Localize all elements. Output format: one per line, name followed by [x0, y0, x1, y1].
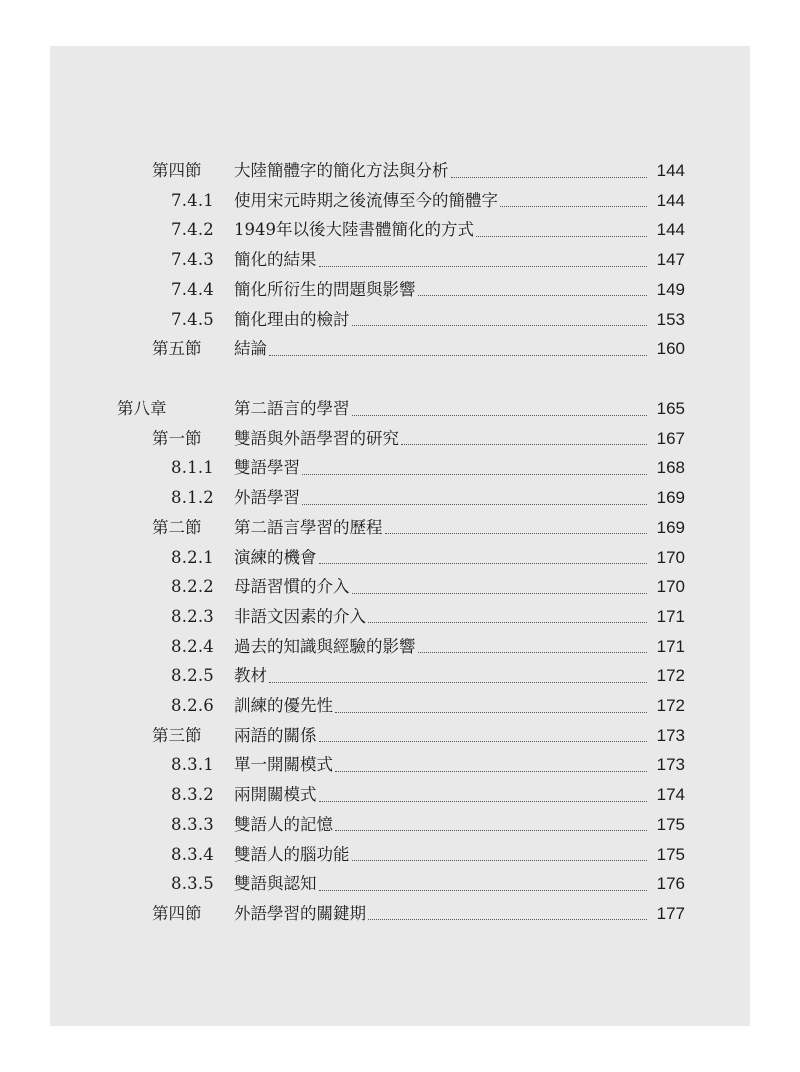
table-of-contents	[50, 46, 750, 1026]
toc-entry-title: 雙語與認知	[234, 874, 317, 894]
toc-entry-leader	[234, 335, 649, 363]
toc-entry-number: 8.3.5	[171, 874, 214, 894]
toc-entry-number: 8.2.1	[171, 547, 214, 567]
dot-leader	[319, 563, 648, 564]
toc-entry-number: 8.3.3	[171, 814, 214, 834]
toc-entry-leader	[234, 692, 649, 720]
toc-entry-leader	[234, 811, 649, 839]
toc-entry-number: 7.4.1	[171, 190, 214, 210]
toc-entry-title: 演練的機會	[234, 547, 317, 567]
toc-entry-title: 教材	[234, 666, 267, 686]
toc-entry-number: 7.4.5	[171, 309, 214, 329]
toc-entry-leader	[234, 216, 649, 244]
toc-entry-leader	[234, 722, 649, 750]
dot-leader	[302, 504, 647, 505]
toc-entry-number: 8.2.3	[171, 606, 214, 626]
toc-entry-title: 訓練的優先性	[234, 696, 333, 715]
toc-entry[interactable]	[50, 216, 750, 244]
toc-entry-number: 第八章	[117, 399, 167, 418]
toc-entry-page-number: 174	[656, 785, 685, 805]
dot-leader	[368, 919, 647, 920]
toc-entry[interactable]	[50, 811, 750, 839]
toc-entry-number: 7.4.2	[171, 220, 214, 240]
toc-entry-page-number: 147	[656, 250, 685, 270]
dot-leader	[352, 415, 648, 416]
toc-entry[interactable]	[50, 306, 750, 334]
toc-entry-page-number: 175	[656, 814, 685, 834]
toc-entry-title: 第二語言學習的歷程	[234, 517, 383, 537]
toc-entry-leader	[234, 900, 649, 928]
toc-entry-page-number: 175	[656, 844, 685, 864]
toc-entry-title: 簡化理由的檢討	[234, 309, 350, 329]
toc-entry-leader	[234, 751, 649, 779]
toc-entry-number: 8.3.1	[171, 755, 214, 775]
dot-leader	[319, 890, 648, 891]
toc-entry[interactable]	[50, 692, 750, 720]
dot-leader	[476, 236, 647, 237]
toc-entry-page-number: 173	[656, 755, 685, 775]
toc-entry-number: 8.2.5	[171, 666, 214, 686]
toc-entry-leader	[234, 157, 649, 185]
toc-entry-page-number: 144	[656, 220, 685, 240]
toc-entry[interactable]	[50, 425, 750, 453]
toc-entry-number: 7.4.3	[171, 250, 214, 270]
toc-entry-number: 8.2.4	[171, 636, 214, 656]
toc-entry-title: 使用宋元時期之後流傳至今的簡體字	[234, 190, 498, 210]
toc-entry[interactable]	[50, 335, 750, 363]
toc-entry-number: 第四節	[152, 161, 202, 180]
toc-entry[interactable]	[50, 900, 750, 928]
toc-entry-page-number: 170	[656, 547, 685, 567]
dot-leader	[319, 801, 648, 802]
dot-leader	[319, 266, 648, 267]
toc-entry-number: 8.3.2	[171, 785, 214, 805]
toc-entry-number: 第五節	[152, 339, 202, 359]
toc-entry-number: 第三節	[152, 725, 202, 745]
toc-entry-page-number: 172	[656, 696, 685, 715]
toc-entry[interactable]	[50, 276, 750, 304]
toc-entry-leader	[234, 246, 649, 274]
toc-entry-title: 1949年以後大陸書體簡化的方式	[234, 220, 474, 240]
dot-leader	[335, 771, 647, 772]
toc-entry[interactable]	[50, 544, 750, 572]
toc-entry[interactable]	[50, 781, 750, 809]
toc-entry-number: 第一節	[152, 428, 202, 448]
dot-leader	[352, 860, 648, 861]
toc-entry[interactable]	[50, 187, 750, 215]
toc-entry[interactable]	[50, 751, 750, 779]
toc-entry-leader	[234, 306, 649, 334]
toc-entry-page-number: 165	[656, 399, 685, 418]
dot-leader	[368, 622, 647, 623]
dot-leader	[418, 295, 648, 296]
toc-entry-leader	[234, 514, 649, 542]
toc-entry-page-number: 144	[656, 190, 685, 210]
toc-entry[interactable]	[50, 246, 750, 274]
toc-entry-leader	[234, 633, 649, 661]
toc-entry[interactable]	[50, 722, 750, 750]
toc-entry-page-number: 176	[656, 874, 685, 894]
dot-leader	[418, 652, 648, 653]
toc-entry-page-number: 173	[656, 725, 685, 745]
toc-entry-title: 第二語言的學習	[234, 399, 350, 418]
dot-leader	[451, 177, 648, 178]
toc-entry-title: 雙語與外語學習的研究	[234, 428, 399, 448]
toc-entry-leader	[234, 454, 649, 482]
toc-entry[interactable]	[50, 841, 750, 869]
dot-leader	[385, 533, 648, 534]
toc-entry-page-number: 168	[656, 458, 685, 478]
toc-entry-leader	[234, 187, 649, 215]
book-page	[50, 46, 750, 1026]
toc-entry-title: 過去的知識與經驗的影響	[234, 636, 416, 656]
toc-entry-leader	[234, 544, 649, 572]
toc-entry-number: 8.1.2	[171, 488, 214, 508]
toc-entry-title: 雙語學習	[234, 458, 300, 478]
toc-entry-leader	[234, 573, 649, 601]
dot-leader	[500, 206, 647, 207]
dot-leader	[269, 682, 647, 683]
toc-entry-title: 單一開關模式	[234, 755, 333, 775]
toc-entry-leader	[234, 841, 649, 869]
toc-entry-page-number: 153	[656, 309, 685, 329]
toc-entry-page-number: 169	[656, 488, 685, 508]
toc-entry-page-number: 160	[656, 339, 685, 359]
toc-entry-leader	[234, 484, 649, 512]
toc-entry-page-number: 171	[656, 636, 685, 656]
dot-leader	[401, 444, 647, 445]
toc-entry-number: 7.4.4	[171, 279, 214, 299]
dot-leader	[335, 712, 647, 713]
toc-entry[interactable]	[50, 870, 750, 898]
toc-entry-title: 簡化所衍生的問題與影響	[234, 279, 416, 299]
toc-entry-title: 外語學習的關鍵期	[234, 903, 366, 923]
toc-entry-title: 大陸簡體字的簡化方法與分析	[234, 161, 449, 180]
toc-entry-number: 8.3.4	[171, 844, 214, 864]
toc-entry-page-number: 144	[656, 161, 685, 180]
toc-entry-number: 第二節	[152, 517, 202, 537]
toc-entry-number: 8.2.6	[171, 696, 214, 715]
toc-entry[interactable]	[50, 395, 750, 423]
toc-entry-title: 外語學習	[234, 488, 300, 508]
dot-leader	[352, 325, 648, 326]
dot-leader	[335, 830, 647, 831]
toc-entry-page-number: 149	[656, 279, 685, 299]
toc-entry-leader	[234, 395, 649, 423]
toc-entry-number: 第四節	[152, 903, 202, 923]
toc-entry-title: 雙語人的腦功能	[234, 844, 350, 864]
toc-entry-leader	[234, 781, 649, 809]
toc-entry-leader	[234, 870, 649, 898]
toc-entry[interactable]	[50, 573, 750, 601]
toc-entry-page-number: 170	[656, 577, 685, 597]
toc-entry-title: 非語文因素的介入	[234, 606, 366, 626]
dot-leader	[269, 355, 647, 356]
toc-entry-title: 母語習慣的介入	[234, 577, 350, 597]
toc-entry-leader	[234, 603, 649, 631]
toc-entry[interactable]	[50, 454, 750, 482]
toc-entry-page-number: 167	[656, 428, 685, 448]
toc-entry-title: 兩開關模式	[234, 785, 317, 805]
toc-entry-title: 雙語人的記憶	[234, 814, 333, 834]
toc-entry-page-number: 171	[656, 606, 685, 626]
toc-entry-page-number: 177	[656, 903, 685, 923]
toc-entry-title: 兩語的關係	[234, 725, 317, 745]
toc-entry[interactable]	[50, 603, 750, 631]
toc-entry-page-number: 169	[656, 517, 685, 537]
toc-entry-number: 8.1.1	[171, 458, 214, 478]
toc-entry[interactable]	[50, 157, 750, 185]
toc-entry[interactable]	[50, 662, 750, 690]
toc-entry[interactable]	[50, 484, 750, 512]
toc-entry-number: 8.2.2	[171, 577, 214, 597]
toc-entry-leader	[234, 276, 649, 304]
dot-leader	[319, 741, 648, 742]
dot-leader	[302, 474, 647, 475]
toc-entry-leader	[234, 425, 649, 453]
toc-entry[interactable]	[50, 514, 750, 542]
toc-entry-title: 簡化的結果	[234, 250, 317, 270]
dot-leader	[352, 593, 648, 594]
toc-entry[interactable]	[50, 633, 750, 661]
toc-entry-title: 結論	[234, 339, 267, 359]
toc-entry-leader	[234, 662, 649, 690]
toc-entry-page-number: 172	[656, 666, 685, 686]
